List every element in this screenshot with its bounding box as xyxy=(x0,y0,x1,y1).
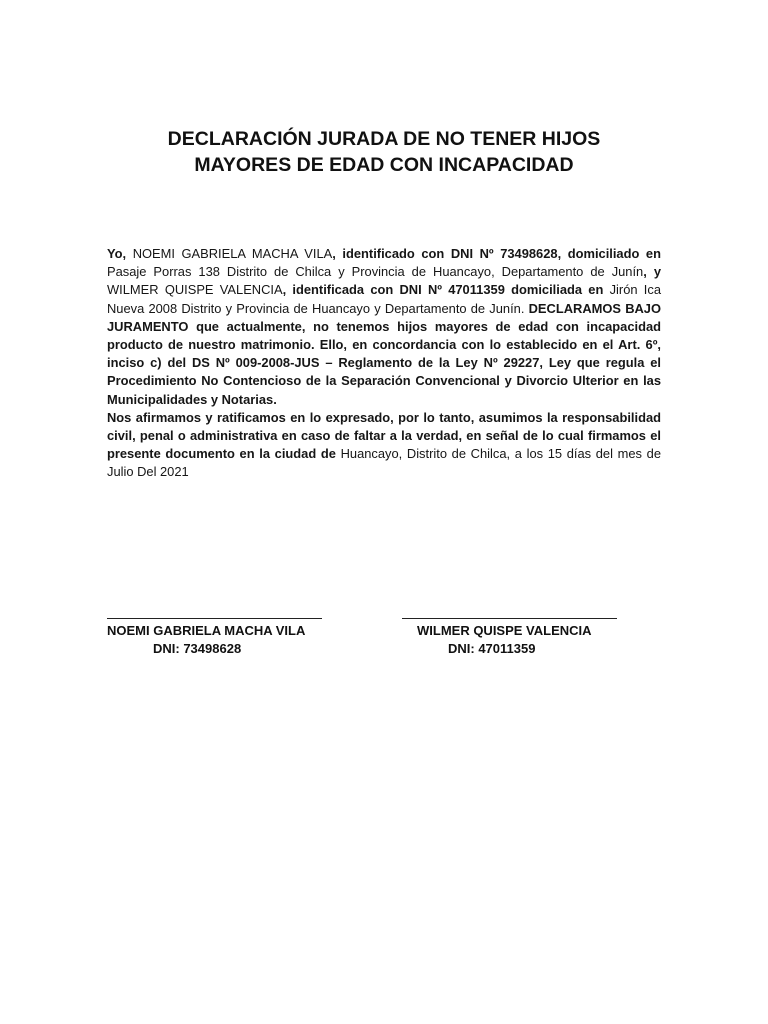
declarant-1-name: NOEMI GABRIELA MACHA VILA xyxy=(132,246,333,261)
declarant-2-name: WILMER QUISPE VALENCIA xyxy=(107,282,283,298)
text-connector: , y xyxy=(643,264,661,280)
declarant-2-id-text: , identificada con DNI Nº 47011359 domiciliada en xyxy=(282,282,610,298)
signature-line-1 xyxy=(107,618,322,619)
signature-block-1 xyxy=(107,618,322,658)
place-and-date: Huancayo, Distrito de Chilca, a los 15 días del mes de Julio Del 2021 xyxy=(107,446,661,480)
declaration-paragraph xyxy=(107,245,661,409)
declarant-2-address: Jirón Ica Nueva 2008 Distrito y Provincia de Huancayo y Departamento de Junín. xyxy=(107,282,661,316)
signatory-1-name: NOEMI GABRIELA MACHA VILA xyxy=(107,623,306,638)
signatory-2-dni: DNI: 47011359 xyxy=(448,641,536,656)
declarant-1-address: Pasaje Porras 138 Distrito de Chilca y Provincia de Huancayo, Departamento de Junín xyxy=(107,264,644,280)
ratification-text: Nos afirmamos y ratificamos en lo expresado, por lo tanto, asumimos la responsabilidad civil, penal o administrativa en caso de faltar a la verdad, en señal de lo cual firmamos el presente documento en la ciudad de xyxy=(107,409,661,462)
ratification-paragraph xyxy=(107,409,661,482)
declaration-body xyxy=(107,245,661,482)
signature-block-2 xyxy=(402,618,617,658)
title-line-1: DECLARACIÓN JURADA DE NO TENER HIJOS xyxy=(167,128,601,150)
signature-line-2 xyxy=(402,618,617,619)
oath-statement: DECLARAMOS BAJO JURAMENTO xyxy=(107,300,662,334)
signatory-2-name: WILMER QUISPE VALENCIA xyxy=(417,623,592,638)
signatory-1-dni: DNI: 73498628 xyxy=(153,641,242,656)
document-title xyxy=(60,126,708,178)
title-line-2: MAYORES DE EDAD CON INCAPACIDAD xyxy=(194,154,574,176)
declaration-content: que actualmente, no tenemos hijos mayores de edad con incapacidad producto de nuestro matrimonio. Ello, en concordancia con lo establecido en el Art. 6º, inciso c) del DS Nº 009-2008-JUS – Reglamento de la Ley Nº 29227, Ley que regula el Procedimiento No Contencioso de la Separación Convencional y Divorcio Ulterior en las Municipalidades y Notarias. xyxy=(107,318,661,407)
declarant-1-id-text: , identificado con DNI Nº 73498628, domiciliado en xyxy=(332,246,661,261)
text-yo: Yo, xyxy=(107,246,133,261)
